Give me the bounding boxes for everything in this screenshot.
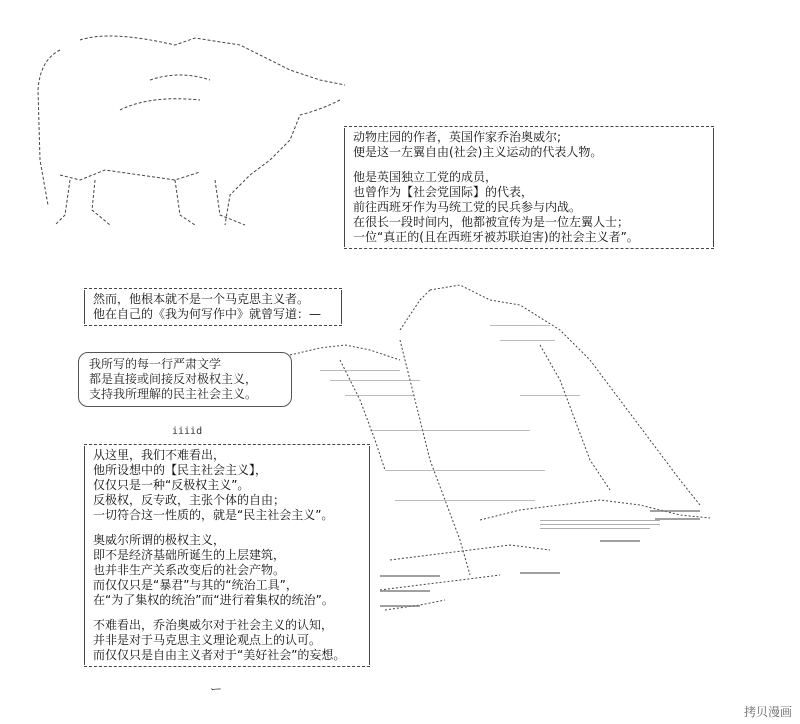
box4-line: 从这里，我们不难看出， <box>93 448 226 462</box>
quote-line: 我所写的每一行严肃文学 <box>89 357 222 371</box>
mountain-shading <box>320 325 700 607</box>
box1-line: 一位“真正的(且在西班牙被苏联迫害)的社会主义者”。 <box>353 230 639 244</box>
box4-line: 而仅仅只是“暴君”与其的“统治工具”， <box>93 578 298 592</box>
box2-line: 然而，他根本就不是一个马克思主义者。 <box>93 292 310 306</box>
bottom-mark: ー <box>210 682 223 696</box>
box1-line: 也曾作为【社会党国际】的代表， <box>353 185 534 199</box>
box1-line: 便是这一左翼自由(社会)主义运动的代表人物。 <box>353 145 603 159</box>
box4-line: 即不是经济基础所诞生的上层建筑， <box>93 548 286 562</box>
quote-box <box>78 352 292 407</box>
box4-line: 也并非生产关系改变后的社会产物。 <box>93 563 286 577</box>
quote-line: 支持我所理解的民主社会主义。 <box>89 387 258 401</box>
box4-line: 而仅仅只是自由主义者对于“美好社会”的妄想。 <box>93 648 346 662</box>
box2-line: 他在自己的《我为何写作中》就曾写道：— <box>93 307 322 321</box>
box1-line: 前往西班牙作为马统工党的民兵参与内战。 <box>353 200 582 214</box>
pig-illustration <box>38 36 345 225</box>
narration-box-2 <box>84 290 342 324</box>
narration-box-1 <box>344 128 714 247</box>
box1-line: 在很长一段时间内，他都被宣传为是一位左翼人士； <box>353 215 630 229</box>
box4-line: 反极权，反专政，主张个体的自由； <box>93 493 286 507</box>
watermark-logo: 拷贝漫画 <box>743 705 792 719</box>
box1-line: 他是英国独立工党的成员， <box>353 170 498 184</box>
box4-line: 并非是对于马克思主义理论观点上的认可。 <box>93 633 322 647</box>
quote-line: 都是直接或间接反对极权主义， <box>89 372 258 386</box>
box4-line: 他所设想中的【民主社会主义】， <box>93 463 268 477</box>
box1-line: 动物庄园的作者，英国作家乔治奥威尔; <box>353 130 562 144</box>
box4-line: 一切符合这一性质的，就是“民主社会主义”。 <box>93 508 334 522</box>
speaker-mark: iiiid <box>172 426 203 437</box>
box4-line: 仅仅只是一种“反极权主义”。 <box>93 478 250 492</box>
narration-box-4 <box>84 446 370 665</box>
box4-line: 奥威尔所谓的极权主义， <box>93 533 226 547</box>
box4-line: 不难看出，乔治奥威尔对于社会主义的认知， <box>93 618 334 632</box>
box4-line: 在“为了集权的统治”而“进行着集权的统治”。 <box>93 593 334 607</box>
